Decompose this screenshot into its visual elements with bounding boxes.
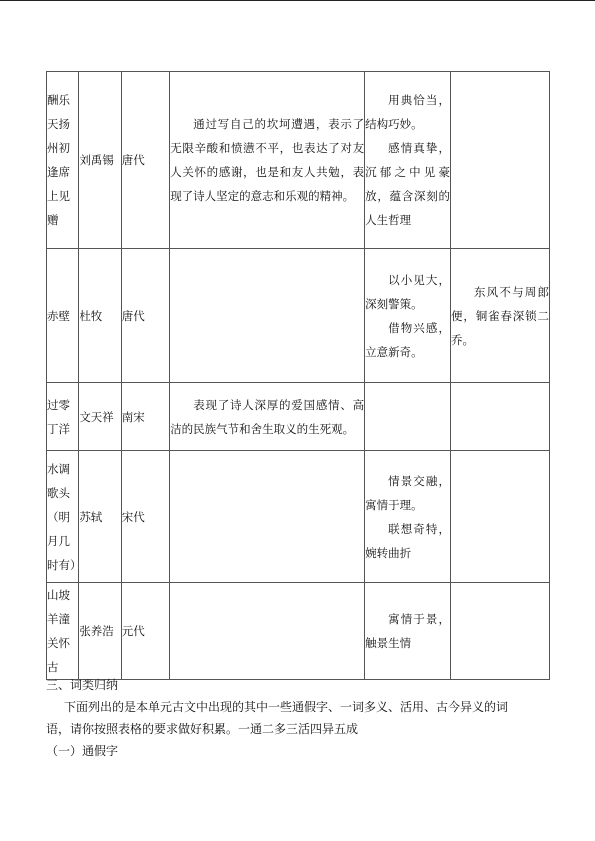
poem-author-cell: 刘禹锡 xyxy=(79,72,121,249)
art-feature: 感情真挚，沉郁之中见豪放，蕴含深刻的人生哲理 xyxy=(365,141,450,227)
subheading: （一）通假字 xyxy=(46,744,119,758)
art-feature: 用典恰当，结构巧妙。 xyxy=(365,93,450,131)
table-row xyxy=(47,249,550,383)
page-top-rule xyxy=(0,0,595,1)
art-feature: 以小见大，深刻警策。 xyxy=(365,272,450,311)
poem-summary-table xyxy=(46,71,550,680)
poem-title-cell: 水调歌头（明月几时有） xyxy=(47,451,79,583)
poem-author-cell: 苏轼 xyxy=(79,451,121,583)
poem-dynasty-cell: 唐代 xyxy=(121,249,169,383)
art-feature: 寓情于景，触景生情 xyxy=(365,612,450,650)
poem-famous-line-cell xyxy=(450,383,549,451)
poem-author-cell: 张养浩 xyxy=(79,583,121,680)
poem-dynasty-cell: 南宋 xyxy=(121,383,169,451)
table-row xyxy=(47,583,550,680)
poem-theme-cell xyxy=(170,451,365,583)
section-paragraph-line-1: 下面列出的是本单元古文中出现的其中一些通假字、一词多义、活用、古今异义的词 xyxy=(64,700,509,714)
poem-dynasty-cell: 唐代 xyxy=(121,72,169,249)
poem-theme-cell: 通过写自己的坎坷遭遇，表示了无限辛酸和愤懑不平，也表达了对友人关怀的感谢，也是和友人共勉，表现了诗人坚定的意志和乐观的精神。 xyxy=(170,72,365,249)
section-heading: 三、词类归纳 xyxy=(46,678,119,692)
poem-art-cell xyxy=(365,383,451,451)
poem-theme-cell: 表现了诗人深厚的爱国感情、高洁的民族气节和舍生取义的生死观。 xyxy=(170,383,365,451)
section-paragraph-line-2: 语，请你按照表格的要求做好积累。一通二多三活四异五成 xyxy=(46,722,359,736)
poem-dynasty-cell: 元代 xyxy=(121,583,169,680)
art-feature: 联想奇特，婉转曲折 xyxy=(365,521,450,560)
poem-theme-cell xyxy=(170,249,365,383)
poem-title-cell: 过零丁洋 xyxy=(47,383,79,451)
poem-art-cell xyxy=(365,249,451,383)
poem-famous-line-cell xyxy=(450,451,549,583)
poem-author-cell: 文天祥 xyxy=(79,383,121,451)
poem-dynasty-cell: 宋代 xyxy=(121,451,169,583)
art-feature: 借物兴感，立意新奇。 xyxy=(365,320,450,359)
poem-theme-cell xyxy=(170,583,365,680)
poem-author-cell: 杜牧 xyxy=(79,249,121,383)
poem-famous-line-cell: 东风不与周郎便，铜雀春深锁二乔。 xyxy=(450,249,549,383)
poem-title-cell: 赤壁 xyxy=(47,249,79,383)
poem-art-cell xyxy=(365,583,451,680)
table-row xyxy=(47,383,550,451)
poem-title-cell: 酬乐天扬州初逢席上见赠 xyxy=(47,72,79,249)
poem-famous-line-cell xyxy=(450,72,549,249)
art-feature: 情景交融，寓情于理。 xyxy=(365,473,450,512)
table-row xyxy=(47,72,550,249)
table-row xyxy=(47,451,550,583)
poem-famous-line-cell xyxy=(450,583,549,680)
poem-art-cell xyxy=(365,72,451,249)
poem-art-cell xyxy=(365,451,451,583)
poem-title-cell: 山坡羊潼关怀古 xyxy=(47,583,79,680)
